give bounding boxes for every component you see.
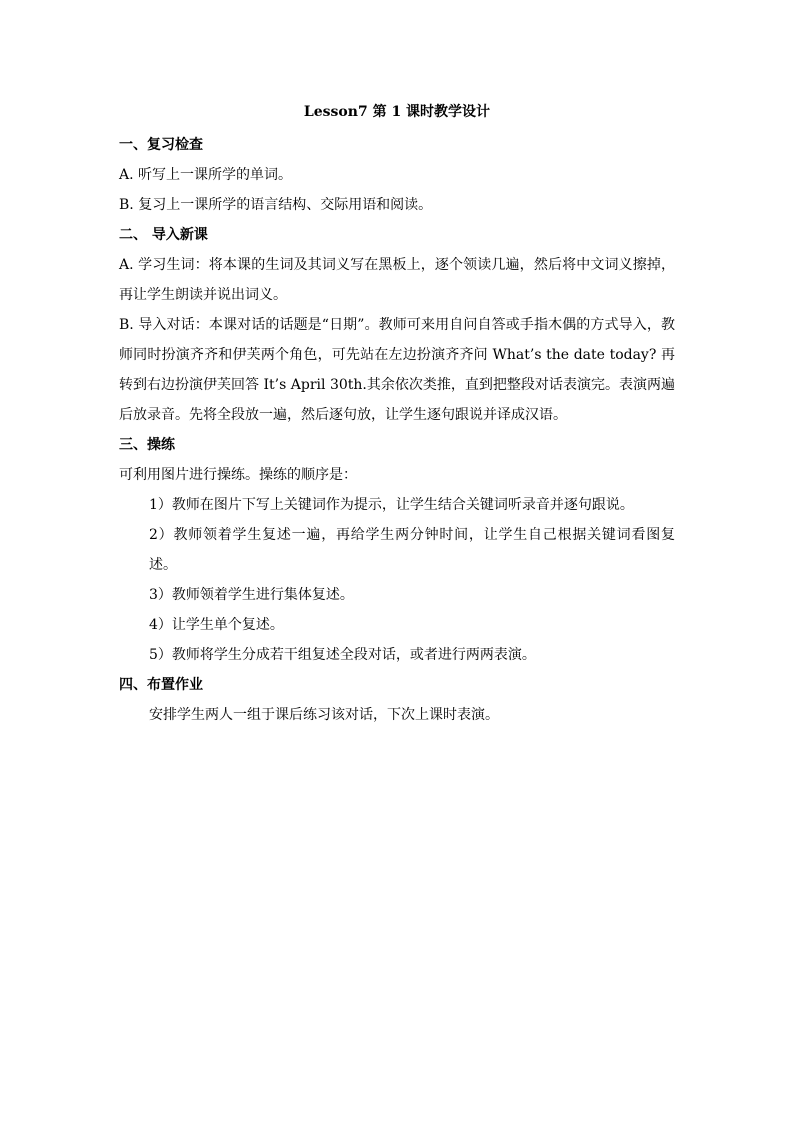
practice-step: 2）教师领着学生复述一遍，再给学生两分钟时间，让学生自己根据关键词看图复述。 [149, 527, 675, 573]
practice-step: 4）让学生单个复述。 [149, 617, 284, 633]
new-lesson-item-b: B. 导入对话：本课对话的话题是“日期”。教师可来用自问自答或手指木偶的方式导入，教师同时扮演齐齐和伊芙两个角色，可先站在左边扮演齐齐问 What’s the date today? 再转到右边扮演伊芙回答 It’s April 30th.其余依次类推，直到把整段对话表演完。表演两遍后放录音。先将全段放一遍，然后逐句放，让学生逐句跟说并译成汉语。 [119, 317, 675, 423]
practice-step: 1）教师在图片下写上关键词作为提示，让学生结合关键词听录音并逐句跟说。 [149, 497, 634, 513]
section-heading-homework: 四、布置作业 [119, 677, 203, 693]
new-lesson-item-a: A. 学习生词：将本课的生词及其词义写在黑板上，逐个领读几遍，然后将中文词义擦掉，再让学生朗读并说出词义。 [119, 257, 675, 303]
homework-text: 安排学生两人一组于课后练习该对话，下次上课时表演。 [149, 707, 499, 723]
review-item-b: B. 复习上一课所学的语言结构、交际用语和阅读。 [119, 197, 433, 213]
practice-step: 5）教师将学生分成若干组复述全段对话，或者进行两两表演。 [149, 647, 536, 663]
section-heading-review: 一、复习检查 [119, 137, 203, 153]
section-heading-practice: 三、操练 [119, 437, 175, 453]
practice-intro: 可利用图片进行操练。操练的顺序是： [119, 467, 357, 483]
document-body [119, 130, 675, 730]
document-title: Lesson7 第 1 课时教学设计 [303, 104, 491, 120]
review-item-a: A. 听写上一课所学的单词。 [119, 167, 293, 183]
practice-step: 3）教师领着学生进行集体复述。 [149, 587, 354, 603]
section-heading-new-lesson: 二、 导入新课 [119, 227, 208, 243]
